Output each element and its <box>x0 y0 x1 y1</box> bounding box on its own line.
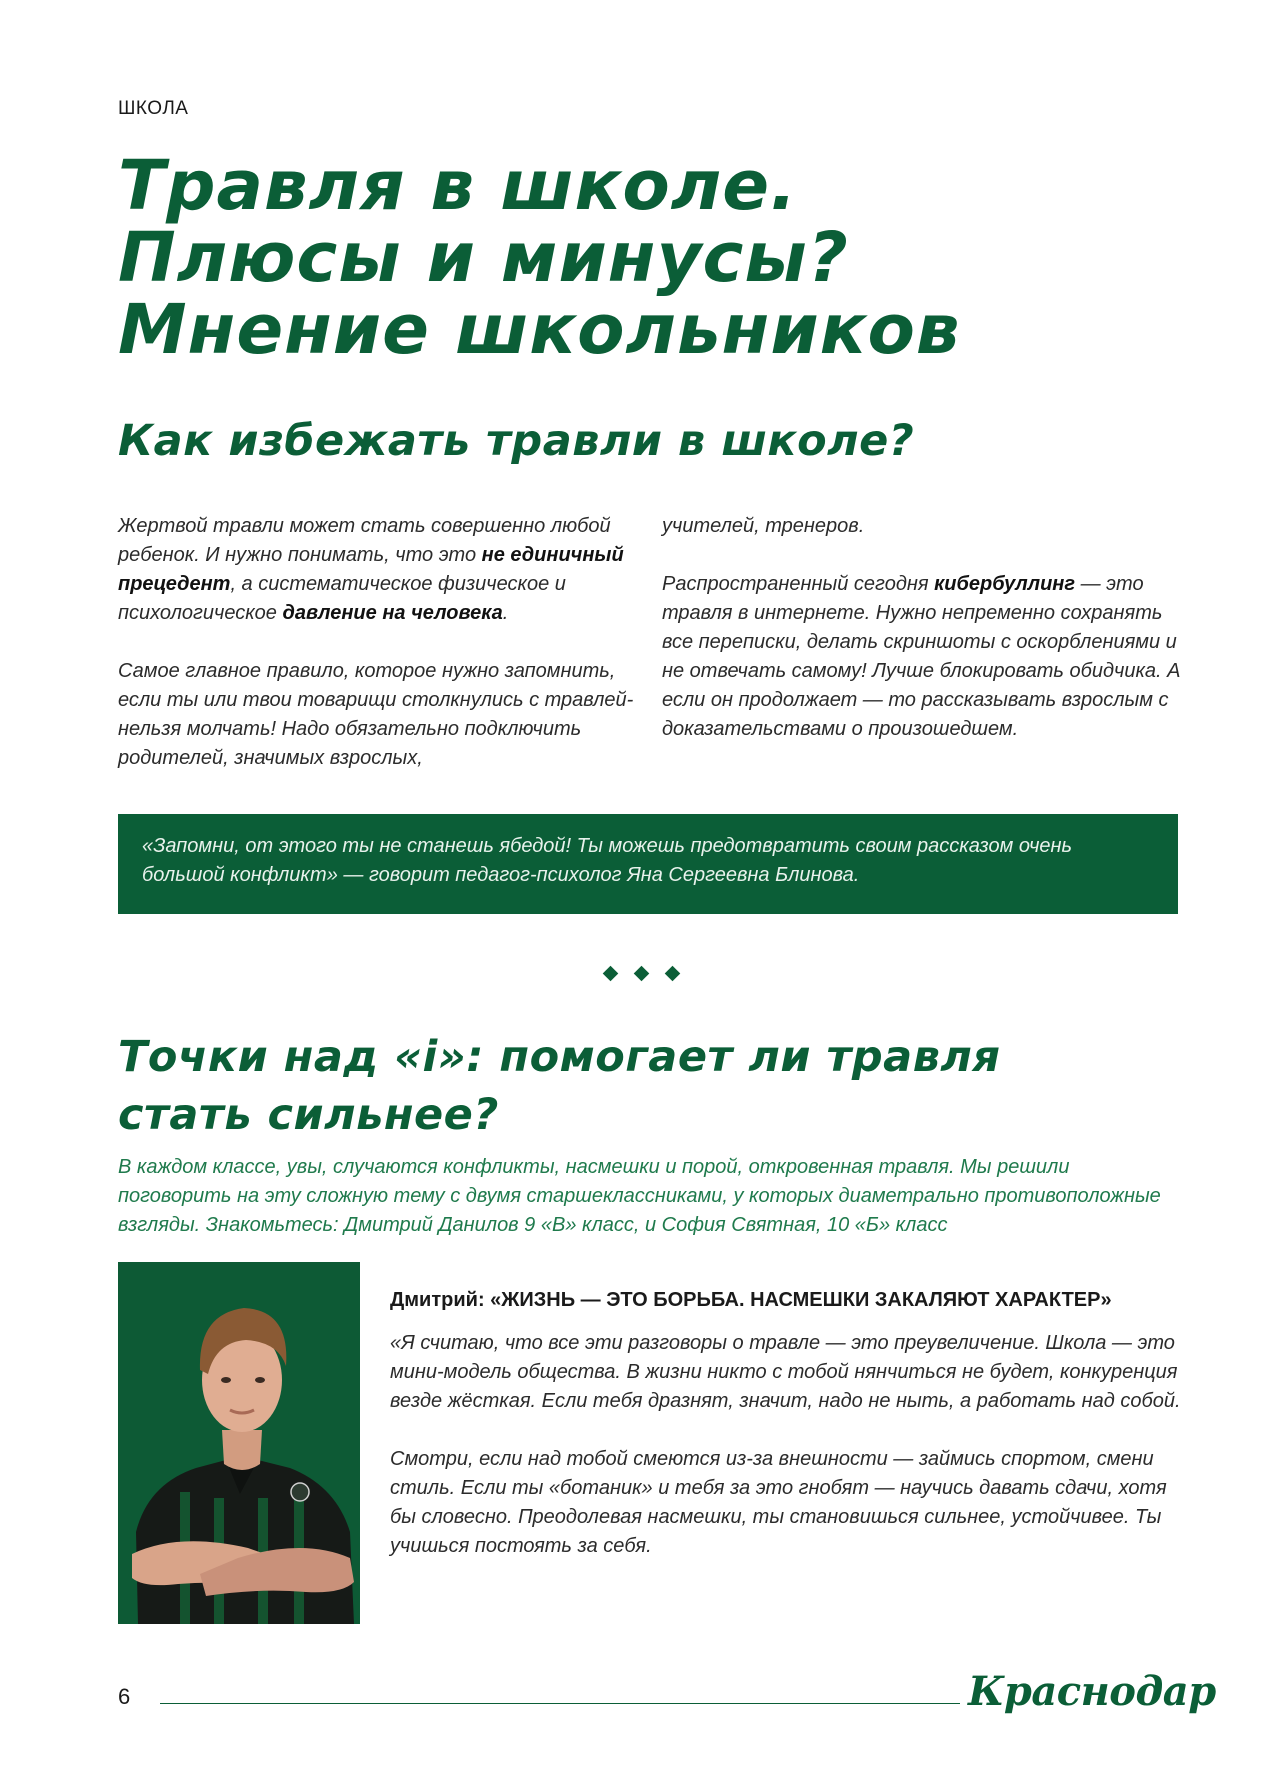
lead-paragraph: В каждом классе, увы, случаются конфликты, насмешки и порой, откровенная травля. Мы решили поговорить на эту сложную тему с двумя старшеклассниками, у которых диаметрально противоположные взгляды. Знакомьтесь: Дмитрий Данилов 9 «В» класс, и София Святная, 10 «Б» класс <box>118 1156 1161 1236</box>
diamond-icon <box>634 966 650 982</box>
student-photo <box>118 1262 360 1624</box>
subheading-line-1: Точки над «i»: помогает ли травля <box>118 1032 1001 1082</box>
paragraph: Самое главное правило, которое нужно запомнить, если ты или твои товарищи столкнулись с травлей- нельзя молчать! Надо обязательно подключить родителей, значимых взрослых, <box>118 660 634 769</box>
left-text-column <box>118 512 638 802</box>
headline-line-3: Мнение школьников <box>118 290 961 370</box>
paragraph: «Я считаю, что все эти разговоры о травле — это преувеличение. Школа — это мини-модель общества. В жизни никто с тобой нянчиться не будет, конкуренция везде жёсткая. Если тебя дразнят, значит, надо не ныть, а работать над собой. <box>390 1332 1181 1412</box>
interview-body <box>390 1329 1190 1590</box>
paragraph: Смотри, если над тобой смеются из-за внешности — займись спортом, смени стиль. Если ты «ботаник» и тебя за это гнобят — научись давать сдачи, хотя бы словесно. Преодолевая насмешки, ты становишься сильнее, устойчивее. Ты учишься постоять за себя. <box>390 1448 1167 1557</box>
interview-heading: Дмитрий: «ЖИЗНЬ — ЭТО БОРЬБА. НАСМЕШКИ ЗАКАЛЯЮТ ХАРАКТЕР» <box>390 1289 1112 1311</box>
section-label: ШКОЛА <box>118 98 189 119</box>
section-divider <box>605 966 698 982</box>
article-headline <box>118 146 1178 370</box>
section-subheading: Как избежать травли в школе? <box>118 416 915 466</box>
quote-box: «Запомни, от этого ты не станешь ябедой! Ты можешь предотвратить своим рассказом очень большой конфликт» — говорит педагог-психолог Яна Сергеевна Блинова. <box>118 814 1178 914</box>
right-text-column <box>662 512 1192 773</box>
paragraph: учителей, тренеров. <box>662 515 865 537</box>
student-portrait-illustration <box>118 1262 360 1624</box>
headline-line-2: Плюсы и минусы? <box>118 218 849 298</box>
section-subheading-2 <box>118 1028 1178 1144</box>
headline-line-1: Травля в школе. <box>118 146 798 226</box>
paragraph: Жертвой травли может стать совершенно любой ребенок. И нужно понимать, что это не единичный прецедент, а систематическое физическое и психологическое давление на человека. <box>118 515 624 624</box>
footer-divider <box>160 1703 960 1704</box>
diamond-icon <box>603 966 619 982</box>
brand-logo: Краснодар <box>968 1668 1216 1715</box>
diamond-icon <box>665 966 681 982</box>
subheading-line-2: стать сильнее? <box>118 1090 499 1140</box>
page-number: 6 <box>118 1684 131 1709</box>
paragraph: Распространенный сегодня кибербуллинг — это травля в интернете. Нужно непременно сохранять все переписки, делать скриншоты с оскорблениями и не отвечать самому! Лучше блокировать обидчика. А если он продолжает — то рассказывать взрослым с доказательствами о произошедшем. <box>662 573 1181 740</box>
